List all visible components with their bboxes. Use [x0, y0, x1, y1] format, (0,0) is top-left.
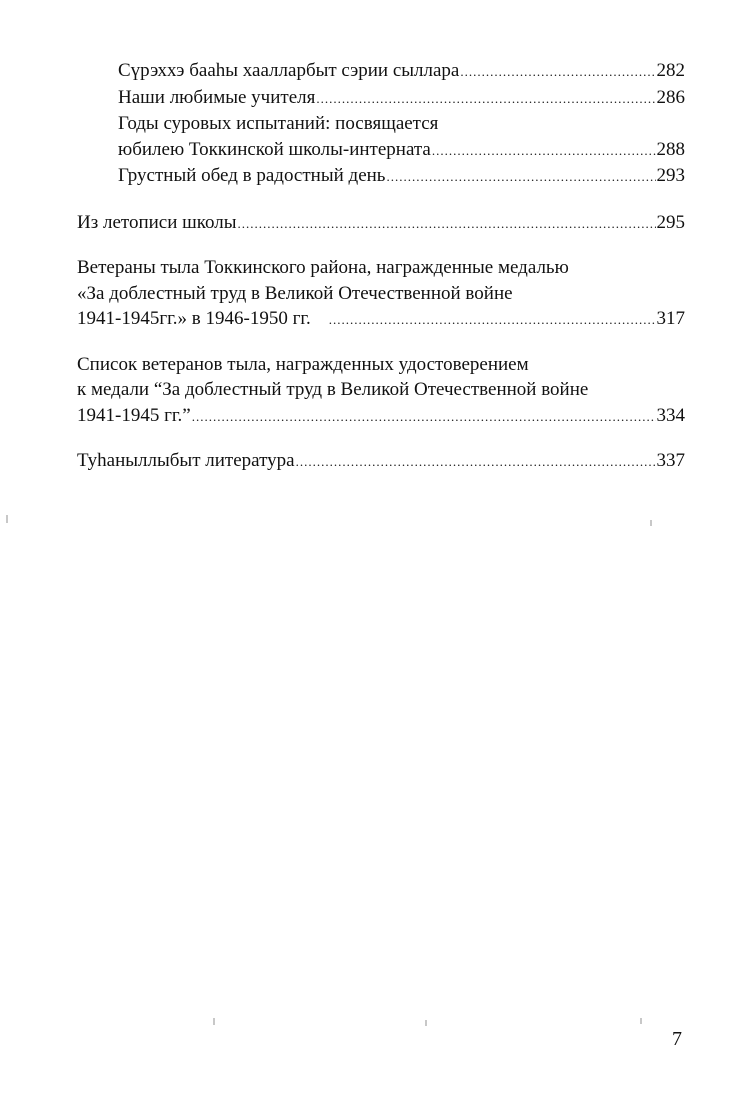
dot-leader: [460, 59, 655, 85]
toc-subentry: [77, 58, 685, 85]
toc-entry-page: 334: [656, 404, 685, 426]
toc-entry-title: Список ветеранов тыла, награжденных удостоверением: [77, 353, 529, 375]
toc-entry-page: 288: [656, 138, 685, 160]
toc-entry-title: юбилею Токкинской школы-интерната: [118, 138, 431, 160]
toc-entry-page: 286: [656, 86, 685, 108]
toc-entry-title: «За доблестный труд в Великой Отечественной войне: [77, 282, 513, 304]
toc-entry-title: Сүрэххэ бааһы хаалларбыт сэрии сыллара: [118, 60, 460, 81]
toc-entry-title: к медали “За доблестный труд в Великой Отечественной войне: [77, 379, 589, 400]
scan-speck: [425, 1020, 427, 1026]
toc-entry-page: 295: [656, 211, 685, 233]
toc-entry-title: Грустный обед в радостный день: [118, 165, 386, 186]
page-number: 7: [672, 1028, 682, 1050]
scan-speck: [640, 1018, 642, 1024]
toc-entry-title: Туһаныллыбыт литература: [77, 450, 295, 471]
toc-entry-line: [77, 281, 685, 307]
toc-entry: [77, 210, 685, 237]
table-of-contents: [77, 58, 685, 475]
toc-entry-page: 317: [656, 308, 685, 329]
toc-entry-title: 1941-1945 гг.”: [77, 404, 191, 426]
toc-entry: [77, 306, 685, 333]
toc-entry: [77, 448, 685, 475]
toc-entry: [77, 403, 685, 430]
dot-leader: [329, 307, 656, 333]
toc-entry-line: [77, 352, 685, 378]
toc-entry-title: Из летописи школы: [77, 211, 237, 233]
toc-subentry: [77, 137, 685, 164]
toc-entry-title: Ветераны тыла Токкинского района, награжденные медалью: [77, 257, 569, 278]
scan-speck: [6, 515, 8, 523]
toc-entry-page: 337: [656, 450, 685, 471]
scan-speck: [650, 520, 652, 526]
toc-entry-title: Наши любимые учителя: [118, 86, 316, 108]
toc-entry-line: [77, 377, 685, 403]
dot-leader: [432, 138, 656, 164]
toc-subentry: [77, 163, 685, 190]
toc-entry-title: Годы суровых испытаний: посвящается: [118, 113, 439, 134]
dot-leader: [238, 211, 656, 237]
dot-leader: [316, 86, 655, 112]
dot-leader: [192, 404, 656, 430]
toc-subentry: [77, 85, 685, 112]
dot-leader: [296, 449, 656, 475]
toc-entry-title: 1941-1945гг.» в 1946-1950 гг.: [77, 308, 311, 329]
dot-leader: [386, 164, 655, 190]
scan-speck: [213, 1018, 215, 1025]
toc-entry-page: 282: [656, 60, 685, 81]
toc-entry-page: 293: [656, 165, 685, 186]
toc-entry-line: [77, 255, 685, 281]
toc-subentry-line: [77, 111, 685, 137]
